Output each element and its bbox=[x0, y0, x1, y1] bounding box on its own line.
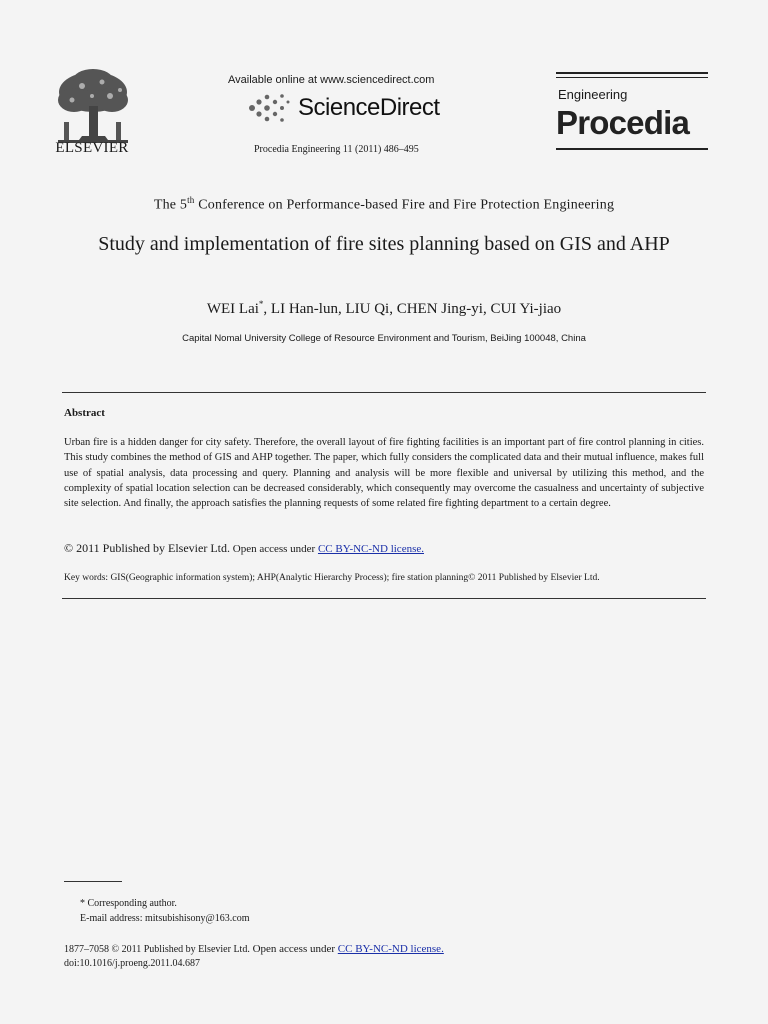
corresponding-mark: * bbox=[258, 299, 264, 309]
procedia-rule-bottom bbox=[556, 148, 708, 150]
footnote-rule bbox=[64, 881, 122, 882]
procedia-rule-top bbox=[556, 72, 708, 74]
affiliation: Capital Nomal University College of Resource Environment and Tourism, BeiJing 100048, China bbox=[182, 333, 586, 344]
publisher-name: ELSEVIER bbox=[55, 140, 129, 156]
license-link[interactable]: CC BY-NC-ND license. bbox=[317, 543, 424, 555]
issn-text: 1877–7058 © 2011 Published by Elsevier Ltd. bbox=[64, 944, 250, 955]
available-online-text: Available online at www.sciencedirect.com bbox=[228, 74, 435, 86]
copyright-text: © 2011 Published by Elsevier Ltd. bbox=[64, 541, 230, 555]
section-divider-bottom bbox=[62, 598, 706, 599]
author-rest: , LI Han-lun, LIU Qi, CHEN Jing-yi, CUI Yi-jiao bbox=[263, 301, 562, 317]
footer-license-link[interactable]: CC BY-NC-ND license. bbox=[337, 943, 444, 955]
author-list bbox=[0, 299, 768, 318]
procedia-wordmark: Procedia bbox=[556, 104, 689, 141]
sciencedirect-wordmark: ScienceDirect bbox=[298, 94, 440, 121]
doi: doi:10.1016/j.proeng.2011.04.687 bbox=[64, 958, 201, 969]
abstract-body: Urban fire is a hidden danger for city safety. Therefore, the overall layout of fire fighting facilities is an important part of fire control planning in cities. This study combines the method of GIS and AHP together. The paper, which fully considers the complicated data and their mutual influence, makes full use of spatial analysis, data processing and query. Planning and analysis will be more flexible and universal by utilizing this method, and the complexity of spatial location selection can be decreased considerably, which consequently may overcome the casualness and uncertainty of subjective site selection. And finally, the approach satisfies the planning requests of some related fire fighting department to a certain degree. bbox=[64, 437, 704, 510]
conference-prefix: The 5 bbox=[153, 197, 188, 213]
conference-suffix: Conference on Performance-based Fire and Fire Protection Engineering bbox=[194, 197, 615, 213]
conference-name bbox=[0, 195, 768, 214]
issn-line bbox=[64, 943, 444, 955]
journal-reference: Procedia Engineering 11 (2011) 486–495 bbox=[254, 144, 419, 155]
abstract-heading: Abstract bbox=[64, 407, 105, 419]
copyright-line bbox=[64, 541, 424, 556]
open-access-text: Open access under bbox=[230, 543, 318, 555]
paper-title: Study and implementation of fire sites planning based on GIS and AHP bbox=[98, 233, 670, 255]
section-divider-top bbox=[62, 392, 706, 393]
email-address: E-mail address: mitsubishisony@163.com bbox=[80, 913, 250, 924]
corresponding-author-note: * Corresponding author. bbox=[80, 898, 177, 909]
conference-ordinal: th bbox=[187, 195, 195, 205]
author-first: WEI Lai bbox=[206, 301, 259, 317]
procedia-subtitle: Engineering bbox=[558, 87, 628, 102]
keywords: Key words: GIS(Geographic information system); AHP(Analytic Hierarchy Process); fire station planning© 2011 Published by Elsevier Ltd. bbox=[64, 573, 600, 583]
procedia-rule-thin bbox=[556, 77, 708, 78]
sciencedirect-dots-icon bbox=[246, 90, 292, 126]
footer-open-access-text: Open access under bbox=[249, 943, 338, 955]
